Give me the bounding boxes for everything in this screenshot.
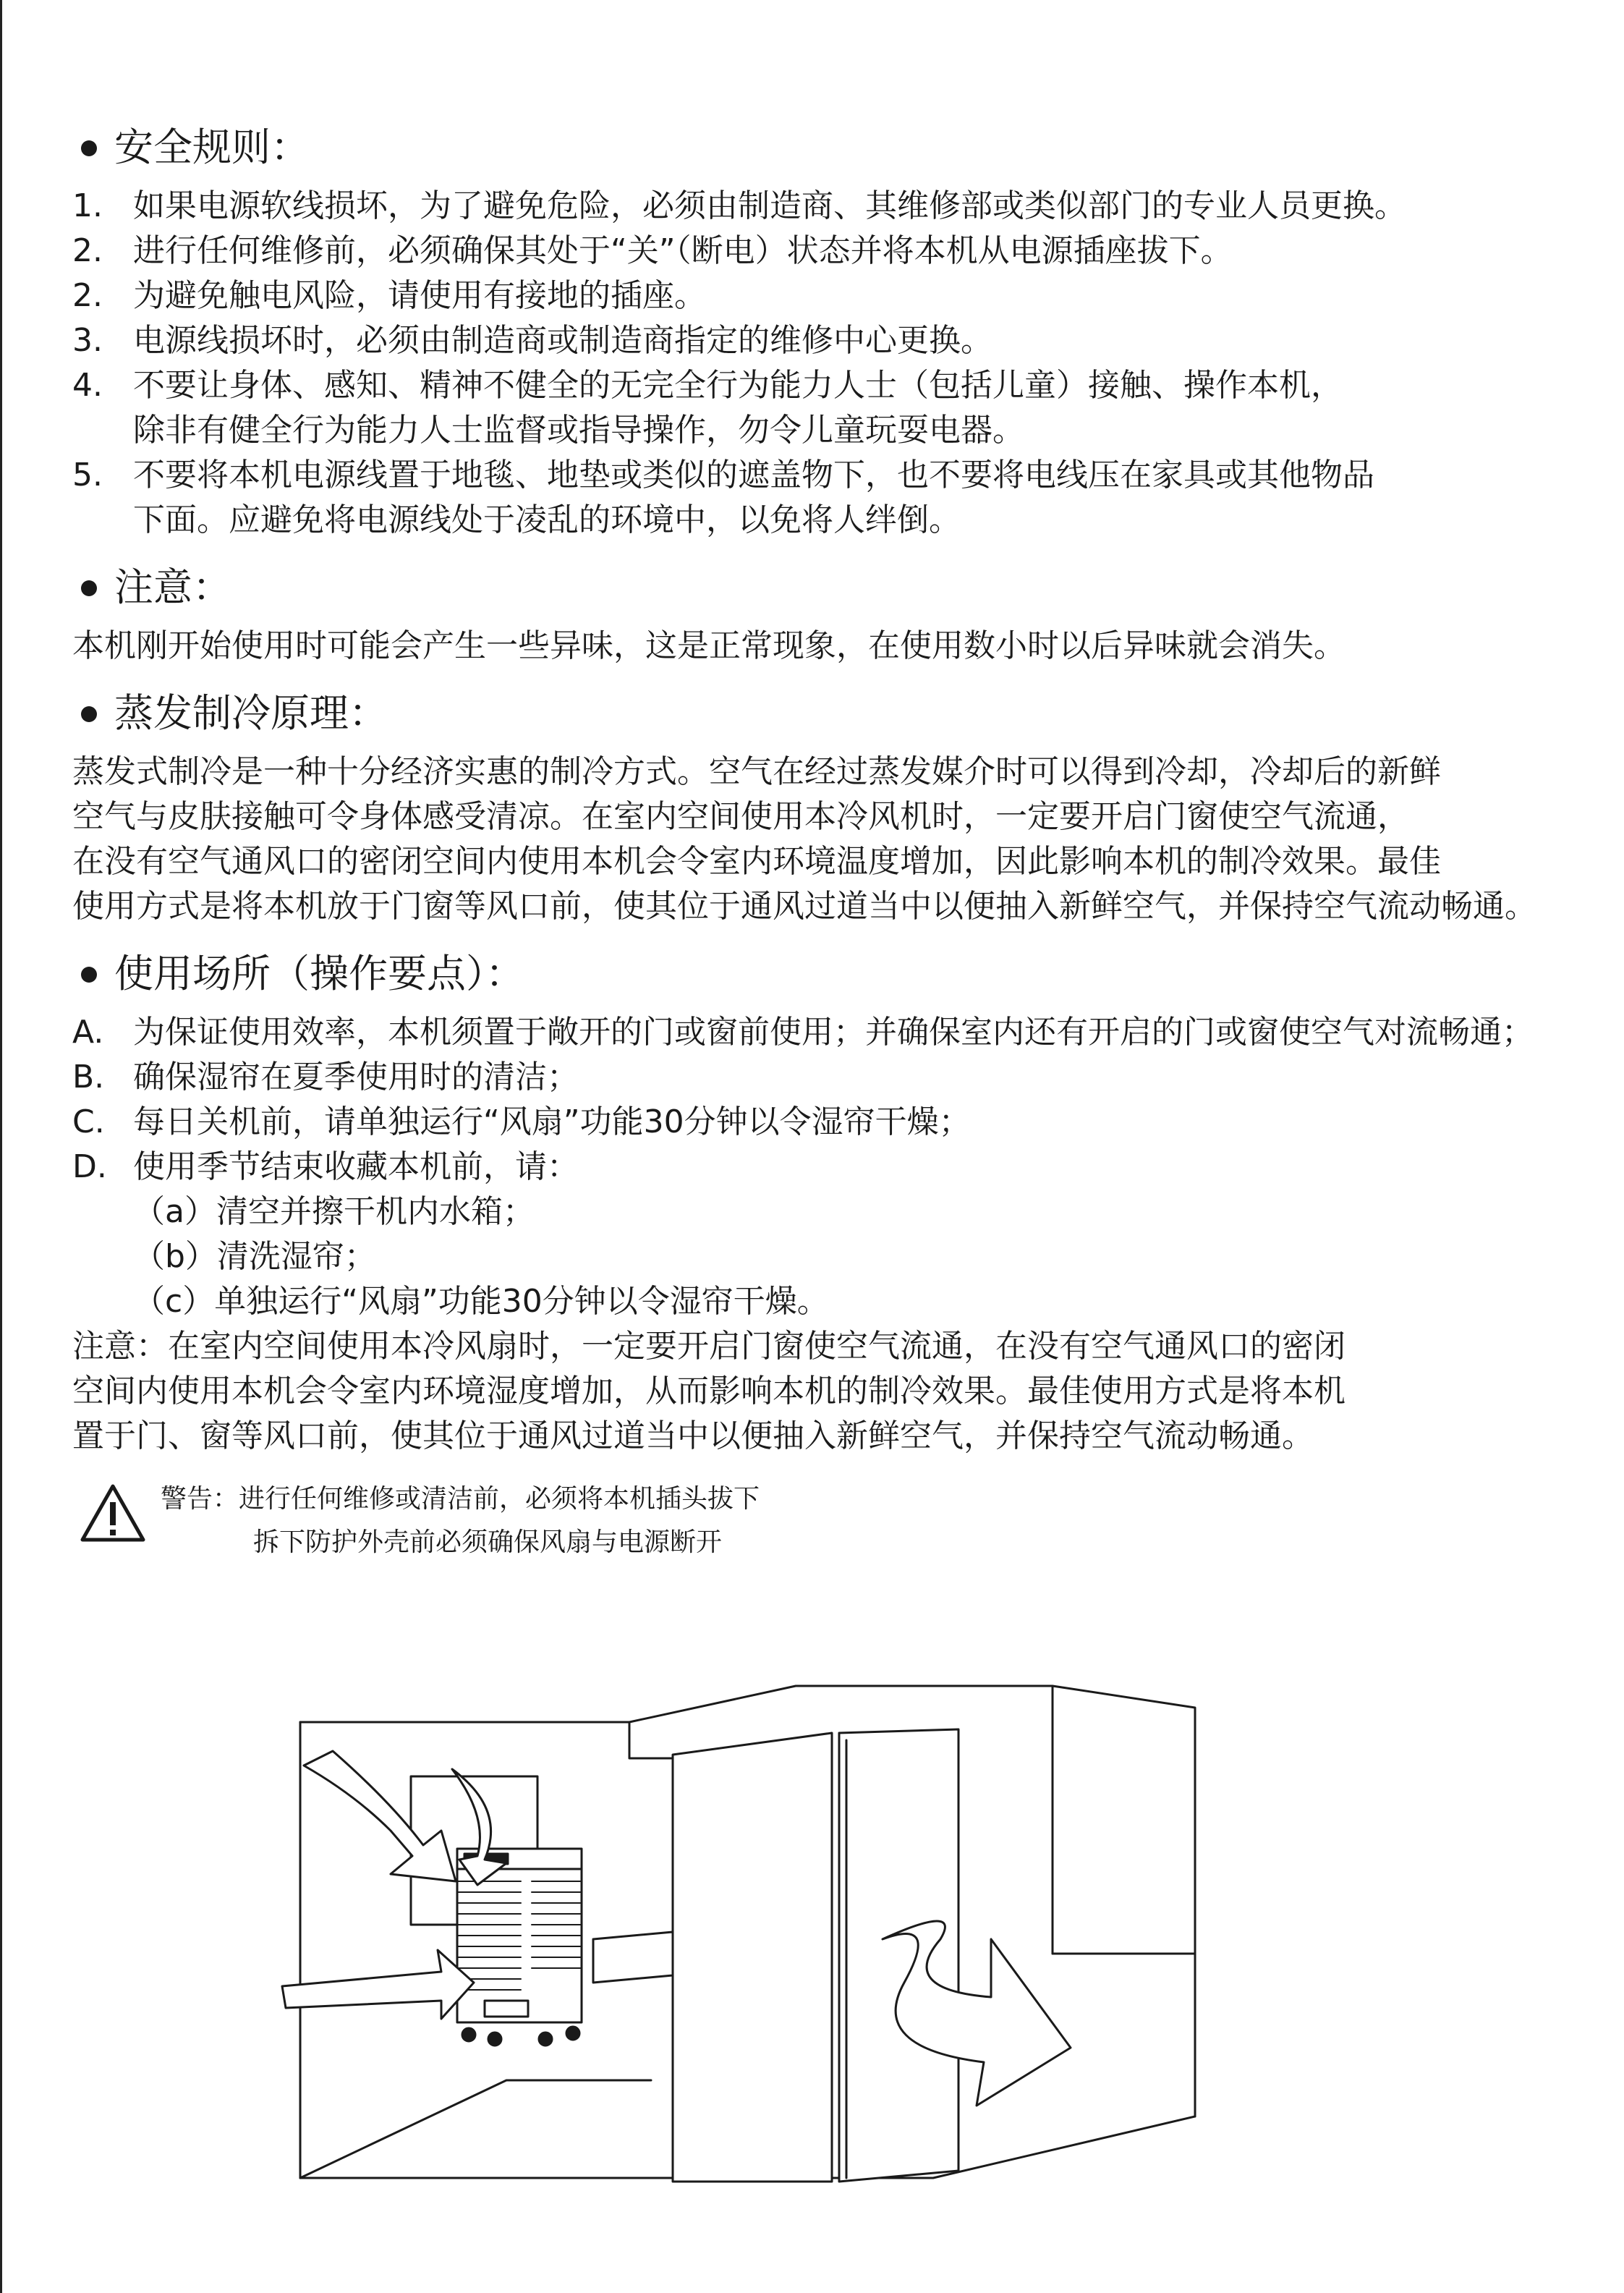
usage-item: C. 每日关机前，请单独运行“风扇”功能30分钟以令湿帘干燥； [72, 1103, 971, 1140]
safety-item: 3. 电源线损坏时，必须由制造商或制造商指定的维修中心更换。 [72, 322, 992, 359]
warning-block [72, 1478, 1577, 1564]
page-margin-line [0, 0, 2, 2293]
principle-line: 空气与皮肤接触可令身体感受清凉。在室内空间使用本冷风机时，一定要开启门窗使空气流通， [72, 798, 1409, 835]
usage-note [72, 1324, 1577, 1459]
manual-content [72, 124, 1577, 1564]
principle-line: 使用方式是将本机放于门窗等风口前，使其位于通风过道当中以便抽入新鲜空气，并保持空气流动畅通。 [72, 888, 1536, 925]
safety-item: 4. 不要让身体、感知、精神不健全的无完全行为能力人士（包括儿童）接触、操作本机， [72, 367, 1343, 404]
principle-heading: 蒸发制冷原理： [72, 690, 1577, 737]
usage-item: A. 为保证使用效率，本机须置于敞开的门或窗前使用；并确保室内还有开启的门或窗使空气对流畅通； [72, 1014, 1534, 1051]
notice-text: 本机刚开始使用时可能会产生一些异味，这是正常现象，在使用数小时以后异味就会消失。 [72, 627, 1345, 664]
usage-note-line: 注意：在室内空间使用本冷风扇时，一定要开启门窗使空气流通，在没有空气通风口的密闭 [72, 1328, 1345, 1365]
door-right [839, 1729, 958, 2182]
notice-heading: 注意： [72, 564, 1577, 611]
warning-line-1: 警告：进行任何维修或清洁前，必须将本机插头拔下 [161, 1484, 760, 1514]
usage-item: D. 使用季节结束收藏本机前，请： [72, 1148, 579, 1185]
safety-item: 5. 不要将本机电源线置于地毯、地垫或类似的遮盖物下，也不要将电线压在家具或其他物品 [72, 457, 1374, 493]
usage-note-line: 置于门、窗等风口前，使其位于通风过道当中以便抽入新鲜空气，并保持空气流动畅通。 [72, 1417, 1314, 1454]
room-airflow-illustration [268, 1643, 1440, 2221]
usage-subitem: （a）清空并擦干机内水箱； [133, 1193, 535, 1230]
principle-line: 在没有空气通风口的密闭空间内使用本机会令室内环境温度增加，因此影响本机的制冷效果。最佳 [72, 843, 1441, 880]
principle-paragraph [72, 750, 1577, 929]
safety-item-continued: 除非有健全行为能力人士监督或指导操作，勿令儿童玩耍电器。 [133, 412, 1024, 449]
usage-item: B. 确保湿帘在夏季使用时的清洁； [72, 1059, 579, 1095]
door-left [673, 1733, 832, 2182]
principle-line: 蒸发式制冷是一种十分经济实惠的制冷方式。空气在经过蒸发媒介时可以得到冷却，冷却后的新鲜 [72, 753, 1441, 790]
safety-item-continued: 下面。应避免将电源线处于凌乱的环境中，以免将人绊倒。 [133, 501, 961, 538]
warning-triangle-icon [80, 1483, 146, 1543]
usage-note-line: 空间内使用本机会令室内环境湿度增加，从而影响本机的制冷效果。最佳使用方式是将本机 [72, 1373, 1345, 1410]
safety-item: 2. 进行任何维修前，必须确保其处于“关”（断电）状态并将本机从电源插座拔下。 [72, 232, 1233, 269]
usage-subitem: （c）单独运行“风扇”功能30分钟以令湿帘干燥。 [133, 1283, 829, 1320]
warning-line-2: 拆下防护外壳前必须确保风扇与电源断开 [253, 1527, 723, 1557]
usage-heading: 使用场所（操作要点）： [72, 951, 1577, 997]
usage-subitem: （b）清洗湿帘； [133, 1238, 376, 1275]
safety-item: 1. 如果电源软线损坏，为了避免危险，必须由制造商、其维修部或类似部门的专业人员更换。 [72, 187, 1406, 224]
safety-heading: 安全规则： [72, 124, 1577, 171]
usage-list [72, 1010, 1577, 1324]
safety-list [72, 184, 1577, 543]
safety-item: 2. 为避免触电风险，请使用有接地的插座。 [72, 277, 706, 314]
